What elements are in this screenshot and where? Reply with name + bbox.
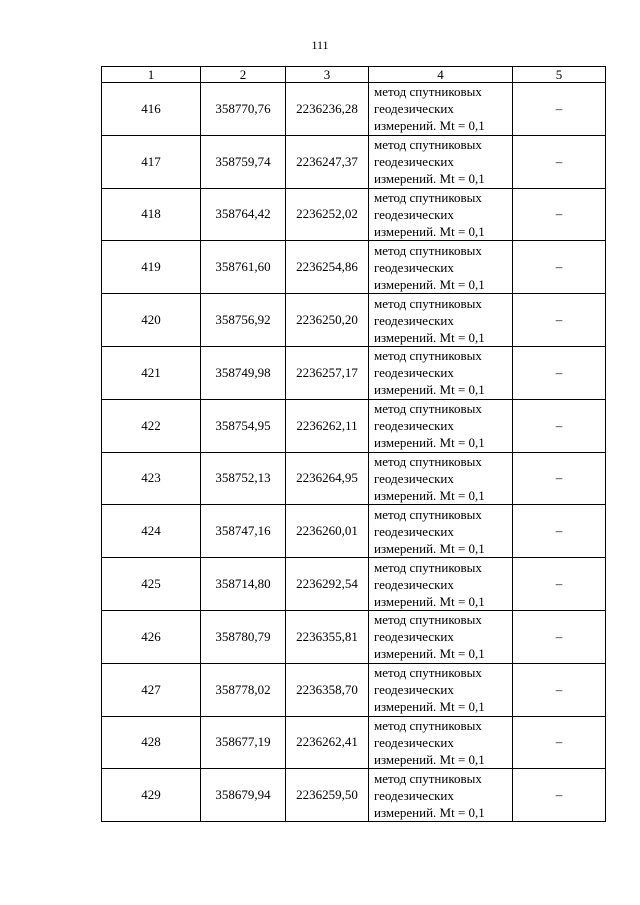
method-text-line: измерений. Mt = 0,1 xyxy=(374,593,485,609)
method-text-line: геодезических xyxy=(374,418,454,434)
y-coordinate-cell: 2236250,20 xyxy=(286,294,369,347)
note-cell: – xyxy=(513,188,606,241)
note-cell: – xyxy=(513,346,606,399)
x-coordinate-cell: 358679,94 xyxy=(201,769,286,822)
method-text-line: геодезических xyxy=(374,787,454,803)
note-cell: – xyxy=(513,452,606,505)
method-cell xyxy=(369,452,513,505)
method-text-line: геодезических xyxy=(374,312,454,328)
table-body xyxy=(102,67,606,822)
method-text-line: метод спутниковых xyxy=(374,401,482,417)
point-number-cell: 426 xyxy=(102,610,201,663)
point-number-cell: 416 xyxy=(102,83,201,136)
point-number-cell: 417 xyxy=(102,135,201,188)
y-coordinate-cell: 2236236,28 xyxy=(286,83,369,136)
method-text-line: геодезических xyxy=(374,629,454,645)
method-text-line: метод спутниковых xyxy=(374,506,482,522)
y-coordinate-cell: 2236264,95 xyxy=(286,452,369,505)
x-coordinate-cell: 358761,60 xyxy=(201,241,286,294)
method-text-line: геодезических xyxy=(374,259,454,275)
point-number-cell: 427 xyxy=(102,663,201,716)
method-text-line: измерений. Mt = 0,1 xyxy=(374,171,485,187)
header-row xyxy=(102,67,606,83)
method-cell xyxy=(369,135,513,188)
y-coordinate-cell: 2236247,37 xyxy=(286,135,369,188)
y-coordinate-cell: 2236358,70 xyxy=(286,663,369,716)
method-cell xyxy=(369,188,513,241)
y-coordinate-cell: 2236254,86 xyxy=(286,241,369,294)
method-text-line: метод спутниковых xyxy=(374,612,482,628)
y-coordinate-cell: 2236252,02 xyxy=(286,188,369,241)
method-text-line: геодезических xyxy=(374,206,454,222)
x-coordinate-cell: 358764,42 xyxy=(201,188,286,241)
x-coordinate-cell: 358677,19 xyxy=(201,716,286,769)
point-number-cell: 429 xyxy=(102,769,201,822)
table-row xyxy=(102,399,606,452)
note-cell: – xyxy=(513,135,606,188)
note-cell: – xyxy=(513,663,606,716)
y-coordinate-cell: 2236259,50 xyxy=(286,769,369,822)
method-text-line: геодезических xyxy=(374,576,454,592)
table-row xyxy=(102,188,606,241)
y-coordinate-cell: 2236262,11 xyxy=(286,399,369,452)
method-text-line: метод спутниковых xyxy=(374,84,482,100)
column-header: 4 xyxy=(369,67,513,83)
note-cell: – xyxy=(513,716,606,769)
method-cell xyxy=(369,399,513,452)
note-cell: – xyxy=(513,769,606,822)
method-text-line: метод спутниковых xyxy=(374,242,482,258)
method-text-line: измерений. Mt = 0,1 xyxy=(374,435,485,451)
point-number-cell: 422 xyxy=(102,399,201,452)
x-coordinate-cell: 358747,16 xyxy=(201,505,286,558)
method-text-line: измерений. Mt = 0,1 xyxy=(374,804,485,820)
method-text-line: метод спутниковых xyxy=(374,665,482,681)
method-text-line: геодезических xyxy=(374,682,454,698)
column-header: 5 xyxy=(513,67,606,83)
method-text-line: геодезических xyxy=(374,365,454,381)
note-cell: – xyxy=(513,399,606,452)
x-coordinate-cell: 358759,74 xyxy=(201,135,286,188)
table-row xyxy=(102,294,606,347)
point-number-cell: 420 xyxy=(102,294,201,347)
table-row xyxy=(102,610,606,663)
method-text-line: измерений. Mt = 0,1 xyxy=(374,540,485,556)
table-row xyxy=(102,505,606,558)
y-coordinate-cell: 2236257,17 xyxy=(286,346,369,399)
table-row xyxy=(102,346,606,399)
method-cell xyxy=(369,241,513,294)
point-number-cell: 428 xyxy=(102,716,201,769)
method-text-line: метод спутниковых xyxy=(374,137,482,153)
method-text-line: измерений. Mt = 0,1 xyxy=(374,751,485,767)
method-text-line: геодезических xyxy=(374,470,454,486)
method-cell xyxy=(369,663,513,716)
method-text-line: измерений. Mt = 0,1 xyxy=(374,223,485,239)
point-number-cell: 418 xyxy=(102,188,201,241)
table-row xyxy=(102,769,606,822)
point-number-cell: 423 xyxy=(102,452,201,505)
table-row xyxy=(102,83,606,136)
note-cell: – xyxy=(513,610,606,663)
method-cell xyxy=(369,716,513,769)
method-text-line: метод спутниковых xyxy=(374,770,482,786)
table-row xyxy=(102,663,606,716)
y-coordinate-cell: 2236292,54 xyxy=(286,558,369,611)
method-cell xyxy=(369,505,513,558)
method-text-line: метод спутниковых xyxy=(374,348,482,364)
method-text-line: измерений. Mt = 0,1 xyxy=(374,329,485,345)
method-cell xyxy=(369,346,513,399)
method-text-line: измерений. Mt = 0,1 xyxy=(374,699,485,715)
y-coordinate-cell: 2236262,41 xyxy=(286,716,369,769)
x-coordinate-cell: 358752,13 xyxy=(201,452,286,505)
column-header: 1 xyxy=(102,67,201,83)
point-number-cell: 425 xyxy=(102,558,201,611)
table-row xyxy=(102,452,606,505)
method-text-line: геодезических xyxy=(374,154,454,170)
method-text-line: измерений. Mt = 0,1 xyxy=(374,487,485,503)
method-text-line: измерений. Mt = 0,1 xyxy=(374,646,485,662)
x-coordinate-cell: 358770,76 xyxy=(201,83,286,136)
table-row xyxy=(102,135,606,188)
method-text-line: метод спутниковых xyxy=(374,189,482,205)
method-text-line: геодезических xyxy=(374,101,454,117)
method-cell xyxy=(369,83,513,136)
method-text-line: геодезических xyxy=(374,523,454,539)
x-coordinate-cell: 358754,95 xyxy=(201,399,286,452)
table-row xyxy=(102,716,606,769)
note-cell: – xyxy=(513,294,606,347)
x-coordinate-cell: 358780,79 xyxy=(201,610,286,663)
page-number: 111 xyxy=(311,38,329,52)
note-cell: – xyxy=(513,558,606,611)
column-header: 2 xyxy=(201,67,286,83)
column-header: 3 xyxy=(286,67,369,83)
y-coordinate-cell: 2236355,81 xyxy=(286,610,369,663)
x-coordinate-cell: 358778,02 xyxy=(201,663,286,716)
point-number-cell: 419 xyxy=(102,241,201,294)
x-coordinate-cell: 358749,98 xyxy=(201,346,286,399)
method-cell xyxy=(369,558,513,611)
method-cell xyxy=(369,294,513,347)
table-row xyxy=(102,241,606,294)
y-coordinate-cell: 2236260,01 xyxy=(286,505,369,558)
method-text-line: геодезических xyxy=(374,734,454,750)
method-text-line: метод спутниковых xyxy=(374,717,482,733)
point-number-cell: 421 xyxy=(102,346,201,399)
method-cell xyxy=(369,610,513,663)
method-text-line: метод спутниковых xyxy=(374,295,482,311)
note-cell: – xyxy=(513,241,606,294)
coordinates-table xyxy=(101,66,606,822)
x-coordinate-cell: 358756,92 xyxy=(201,294,286,347)
note-cell: – xyxy=(513,83,606,136)
method-text-line: измерений. Mt = 0,1 xyxy=(374,276,485,292)
table-row xyxy=(102,558,606,611)
method-text-line: измерений. Mt = 0,1 xyxy=(374,382,485,398)
x-coordinate-cell: 358714,80 xyxy=(201,558,286,611)
method-text-line: измерений. Mt = 0,1 xyxy=(374,118,485,134)
method-text-line: метод спутниковых xyxy=(374,559,482,575)
point-number-cell: 424 xyxy=(102,505,201,558)
method-cell xyxy=(369,769,513,822)
note-cell: – xyxy=(513,505,606,558)
method-text-line: метод спутниковых xyxy=(374,453,482,469)
